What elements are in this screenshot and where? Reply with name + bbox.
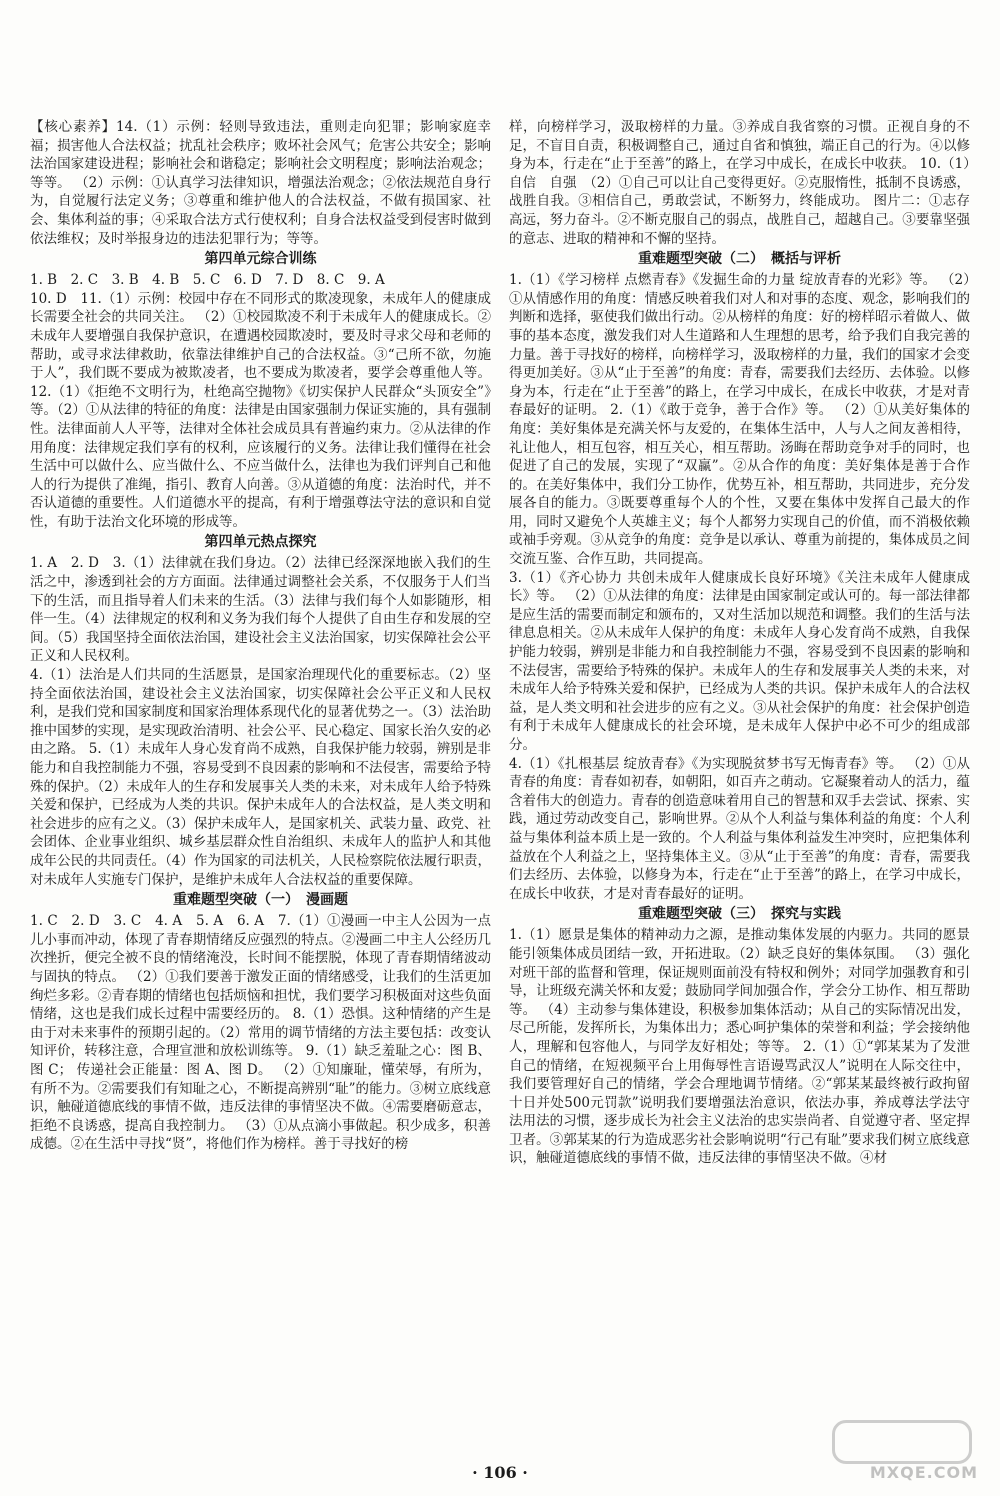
answer-paragraph: 1.（1）愿景是集体的精神动力之源，是推动集体发展的内驱力。共同的愿景能引领集体成员团结一致，开拓进取。（2）缺乏良好的集体氛围。 （3）强化对班干部的监督和管理，保证规则面前没有特权和例外；对同学加强教育和引导，让班级充满关怀和友爱；鼓励同学间加强合作，学会分工协作、相互帮助等。 （4）主动参与集体建设，积极参加集体活动；从自己的实际情况出发，尽己所能，发挥所长，为集体出力；悉心呵护集体的荣誉和利益；学会接纳他人，理解和包容他人，与同学友好相处；等等。 2.（1）①“郭某某为了发泄自己的情绪，在短视频平台上用侮辱性言语谩骂武汉人”说明在人际交往中，我们要管理好自己的情绪，学会合理地调节情绪。②“郭某某最终被行政拘留十日并处500元罚款”说明我们要增强法治意识，依法办事，养成尊法学法守法用法的习惯，逐步成长为社会主义法治的忠实崇尚者、自觉遵守者、坚定捍卫者。③郭某某的行为造成恶劣社会影响说明“行己有耻”要求我们树立底线意识，触碰道德底线的事情不做，违反法律的事情坚决不做。④材 <box>509 927 970 1167</box>
answer-paragraph: 1. B 2. C 3. B 4. B 5. C 6. D 7. D 8. C 9. A <box>30 272 385 289</box>
section-heading: 第四单元热点探究 <box>204 534 317 551</box>
section-heading: 重难题型突破（二） 概括与评析 <box>638 251 841 268</box>
left-column <box>30 118 491 1458</box>
right-column <box>509 118 970 1458</box>
page-number: · 106 · <box>472 1463 528 1482</box>
answer-paragraph: 样，向榜样学习，汲取榜样的力量。③养成自我省察的习惯。正视自身的不足，不盲目自责，积极调整自己，通过自省和慎独，端正自己的行为。④以修身为本，行走在“止于至善”的路上，在学习中成长，在成长中收获。 10.（1）自信 自强 （2）①自己可以让自己变得更好。②克服惰性，抵制不良诱惑，战胜自我。③相信自己，勇敢尝试，不断努力，终能成功。 图片二：①志存高远，努力奋斗。②不断克服自己的弱点，战胜自己，超越自己。③要靠坚强的意志、进取的精神和不懈的坚持。 <box>509 119 970 247</box>
answer-paragraph: 10. D 11.（1）示例：校园中存在不同形式的欺凌现象，未成年人的健康成长需要全社会的共同关注。 （2）①校园欺凌不利于未成年人的健康成长。②未成年人要增强自我保护意识，在遭遇校园欺凌时，要及时寻求父母和老师的帮助，或寻求法律救助，依靠法律维护自己的合法权益。③“己所不欲，勿施于人”，我们既不要成为被欺凌者，也不要成为欺凌者，要学会尊重他人等。 12.（1）《拒绝不文明行为，杜绝高空抛物》《切实保护人民群众“头顶安全”》等。（2）①从法律的特征的角度：法律是由国家强制力保证实施的，具有强制性。法律面前人人平等，法律对全体社会成员具有普遍约束力。②从法律的作用角度：法律规定我们享有的权利，应该履行的义务。法律让我们懂得在社会生活中可以做什么、应当做什么、不应当做什么，法律也为我们评判自己和他人的行为提供了准绳，指引、教育人向善。③从道德的角度：法治时代，并不否认道德的重要性。人们道德水平的提高，有利于增强尊法守法的意识和自觉性，有助于法治文化环境的形成等。 <box>30 290 491 530</box>
watermark-logo <box>828 1420 978 1482</box>
answer-page <box>30 118 970 1458</box>
answer-paragraph: 【核心素养】14.（1）示例：轻则导致违法，重则走向犯罪；影响家庭幸福；损害他人合法权益；扰乱社会秩序；败坏社会风气；危害公共安全；影响法治国家建设进程；影响社会和谐稳定；影响社会文明程度；影响法治观念；等等。 （2）示例：①认真学习法律知识，增强法治观念；②依法规范自身行为，自觉履行法定义务；③尊重和维护他人的合法权益，不做有损国家、社会、集体利益的事；④采取合法方式行使权利；自身合法权益受到侵害时做到依法维权；及时举报身边的违法犯罪行为；等等。 <box>30 119 491 247</box>
answer-paragraph: 4.（1）法治是人们共同的生活愿景，是国家治理现代化的重要标志。（2）坚持全面依法治国，建设社会主义法治国家，切实保障社会公平正义和人民权利，是我们党和国家制度和国家治理体系现代化的显著优势之一。（3）法治助推中国梦的实现，是实现政治清明、社会公平、民心稳定、国家长治久安的必由之路。 5.（1）未成年人身心发育尚不成熟，自我保护能力较弱，辨别是非能力和自我控制能力不强，容易受到不良因素的影响和不法侵害，需要给予特殊的保护。（2）未成年人的生存和发展事关人类的未来，对未成年人给予特殊关爱和保护，已经成为人类的共识。保护未成年人的合法权益，是人类文明和社会进步的应有之义。（3）保护未成年人，是国家机关、武装力量、政党、社会团体、企业事业组织、城乡基层群众性自治组织、未成年人的监护人和其他成年公民的共同责任。（4）作为国家的司法机关，人民检察院依法履行职责，对未成年人实施专门保护，是维护未成年人合法权益的重要保障。 <box>30 667 491 888</box>
watermark-badge-icon <box>832 1420 972 1464</box>
answer-paragraph: 4.（1）《扎根基层 绽放青春》《为实现脱贫梦书写无悔青春》等。 （2）①从青春的角度：青春如初春，如朝阳，如百卉之萌动。它凝聚着动人的活力，蕴含着伟大的创造力。青春的创造意味着用自己的智慧和双手去尝试、探索、实践，通过劳动改变自己，影响世界。②从个人利益与集体利益的角度：个人利益与集体利益本质上是一致的。个人利益与集体利益发生冲突时，应把集体利益放在个人利益之上，坚持集体主义。③从“止于至善”的角度：青春，需要我们去经历、去体验，以修身为本，行走在“止于至善”的路上，在学习中成长，在成长中收获，才是对青春最好的证明。 <box>509 755 970 902</box>
answer-paragraph: 1. A 2. D 3.（1）法律就在我们身边。（2）法律已经深深地嵌入我们的生活之中，渗透到社会的方方面面。法律通过调整社会关系，不仅服务于人们当下的生活，而且指导着人们未来的生活。（3）法律与我们每个人如影随形，相伴一生。（4）法律规定的权利和义务为我们每个人提供了自由生存和发展的空间。（5）我国坚持全面依法治国，建设社会主义法治国家，切实保障社会公平正义和人民权利。 <box>30 555 491 665</box>
answer-paragraph: 1. C 2. D 3. C 4. A 5. A 6. A 7.（1）①漫画一中主人公因为一点儿小事而冲动，体现了青春期情绪反应强烈的特点。②漫画二中主人公经历几次挫折，便完全被不良的情绪淹没，长时间不能摆脱，体现了青春期情绪波动与固执的特点。 （2）①我们要善于激发正面的情绪感受，让我们的生活更加绚烂多彩。②青春期的情绪也包括烦恼和担忧，我们要学习积极面对这些负面情绪，这也是我们成长过程中需要经历的。 8.（1）恐惧。这种情绪的产生是由于对未来事件的预期引起的。（2）常用的调节情绪的方法主要包括：改变认知评价，转移注意，合理宣泄和放松训练等。 9.（1）缺乏羞耻之心：图 B、图 C； 传递社会正能量：图 A、图 D。 （2）①知廉耻，懂荣辱，有所为，有所不为。②需要我们有知耻之心，不断提高辨别“耻”的能力。③树立底线意识，触碰道德底线的事情不做，违反法律的事情坚决不做。④需要磨砺意志，拒绝不良诱惑，提高自我控制力。 （3）①从点滴小事做起。积少成多，积善成德。②在生活中寻找“贤”，将他们作为榜样。善于寻找好的榜 <box>30 913 491 1153</box>
answer-paragraph: 1.（1）《学习榜样 点燃青春》《发掘生命的力量 绽放青春的光彩》等。 （2）①从情感作用的角度：情感反映着我们对人和对事的态度、观念，影响我们的判断和选择，驱使我们做出行动。②从榜样的角度：好的榜样昭示着做人、做事的基本态度，激发我们对人生道路和人生理想的思考，给予我们自我完善的力量。善于寻找好的榜样，向榜样学习，汲取榜样的力量，我们的国家才会变得更加美好。③从“止于至善”的角度：青春，需要我们去经历、去体验。以修身为本，行走在“止于至善”的路上，在学习中成长，在成长中收获，才是对青春最好的证明。 2.（1）《敢于竞争，善于合作》等。 （2）①从美好集体的角度：美好集体是充满关怀与友爱的，在集体生活中，人与人之间友善相待，礼让他人，相互包容，相互关心，相互帮助。汤晦在帮助竞争对手的同时，也促进了自己的发展，实现了“双赢”。②从合作的角度：美好集体是善于合作的。在美好集体中，我们分工协作，优势互补，相互帮助，共同进步，充分发展各自的能力。③既要尊重每个人的个性，又要在集体中发挥自己最大的作用，同时又避免个人英雄主义；每个人都努力实现自己的价值，而不消极依赖或袖手旁观。③从竞争的角度：竞争是以承认、尊重为前提的，集体成员之间交流互鉴、合作互助，共同提高。 <box>509 272 970 568</box>
section-heading: 第四单元综合训练 <box>204 251 317 268</box>
answer-paragraph: 3.（1）《齐心协力 共创未成年人健康成长良好环境》《关注未成年人健康成长》等。 （2）①从法律的角度：法律是由国家制定或认可的。每一部法律都是应生活的需要而制定和颁布的，又对生活加以规范和调整。我们的生活与法律息息相关。②从未成年人保护的角度：未成年人身心发育尚不成熟，自我保护能力较弱，辨别是非能力和自我控制能力不强，容易受到不良因素的影响和不法侵害，需要给予特殊的保护。未成年人的生存和发展事关人类的未来，对未成年人给予特殊关爱和保护，已经成为人类的共识。保护未成年人的合法权益，是人类文明和社会进步的应有之义。③从社会保护的角度：社会保护创造有利于未成年人健康成长的社会环境，是未成年人保护中必不可少的组成部分。 <box>509 569 970 753</box>
watermark-text: MXQE.COM <box>869 1463 978 1482</box>
section-heading: 重难题型突破（一） 漫画题 <box>173 892 348 909</box>
section-heading: 重难题型突破（三） 探究与实践 <box>638 906 841 923</box>
